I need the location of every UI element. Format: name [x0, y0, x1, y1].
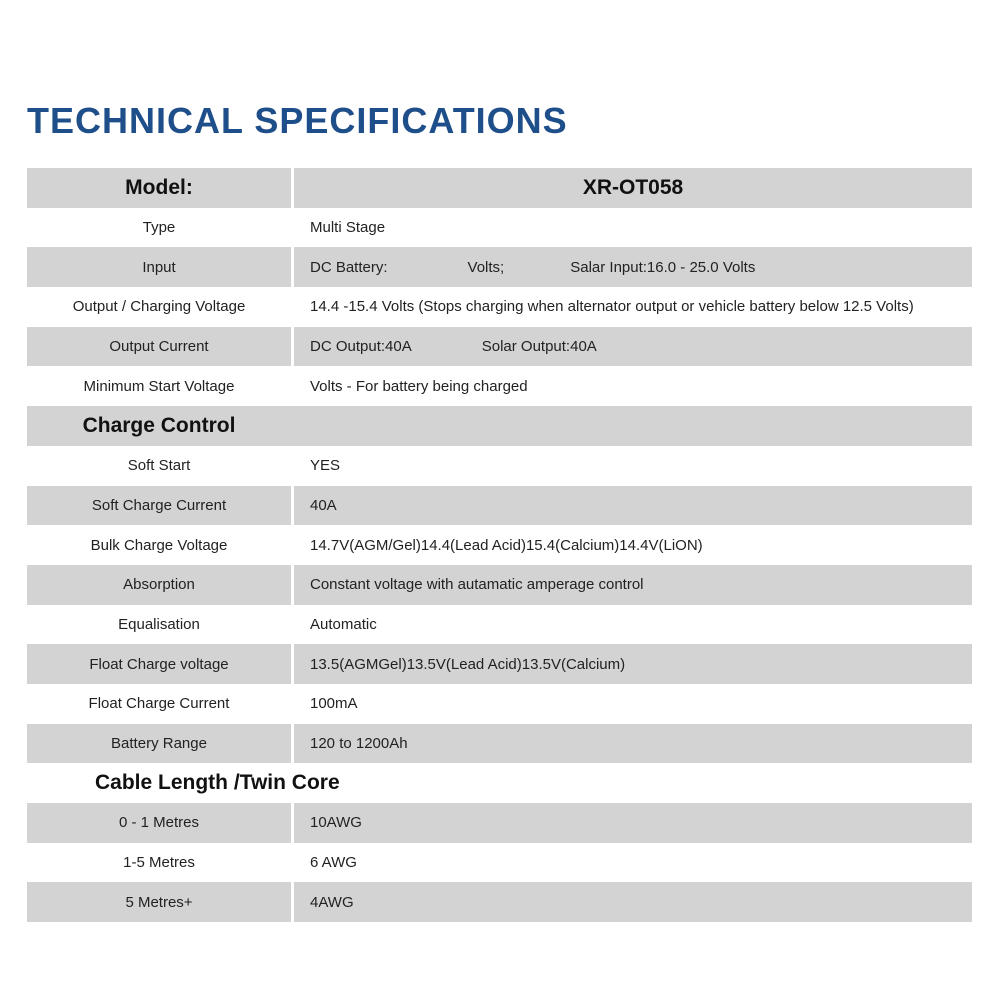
spec-value: Constant voltage with autamatic amperage control [294, 565, 972, 605]
spec-row-float-charge-voltage [27, 644, 972, 684]
spec-label: Float Charge Current [88, 695, 230, 713]
model-label: Model: [27, 168, 291, 208]
spec-label: 0 - 1 Metres [27, 803, 291, 843]
spec-value: 14.7V(AGM/Gel)14.4(Lead Acid)15.4(Calcium)14.4V(LiON) [310, 536, 703, 554]
spec-row-output-voltage [27, 287, 972, 327]
spec-label: Equalisation [118, 615, 200, 633]
spec-label: Soft Charge Current [27, 486, 291, 526]
spec-value: 14.4 -15.4 Volts (Stops charging when alternator output or vehicle battery below 12.5 Volts) [310, 298, 914, 316]
spec-label: 5 Metres+ [27, 882, 291, 922]
spec-value: 100mA [310, 695, 358, 713]
spec-label: 1-5 Metres [123, 854, 195, 872]
section-heading: Cable Length /Twin Core [95, 771, 340, 795]
spec-row-soft-charge-current [27, 486, 972, 526]
spec-row-min-start-voltage [27, 366, 972, 406]
spec-row-soft-start [27, 446, 972, 486]
spec-row-input [27, 247, 972, 287]
spec-value: Multi Stage [310, 219, 386, 237]
spec-label: Bulk Charge Voltage [90, 536, 228, 554]
spec-value: YES [310, 457, 341, 475]
output-solar: Solar Output:40A [481, 338, 597, 356]
spec-label: Type [142, 219, 176, 237]
spec-label: Input [27, 247, 291, 287]
spec-row-bulk-charge-voltage [27, 525, 972, 565]
spec-value: 40A [294, 486, 972, 526]
input-solar: Salar Input:16.0 - 25.0 Volts [570, 258, 756, 276]
model-value: XR-OT058 [294, 168, 972, 208]
spec-label: Output / Charging Voltage [72, 298, 246, 316]
spec-value: Automatic [310, 615, 377, 633]
spec-row-battery-range [27, 724, 972, 764]
spec-row-type [27, 208, 972, 248]
spec-table [27, 168, 972, 922]
spec-row-equalisation [27, 605, 972, 645]
spec-value: 4AWG [294, 882, 972, 922]
spec-value: 10AWG [294, 803, 972, 843]
section-heading: Charge Control [82, 413, 236, 437]
spec-value: Volts - For battery being charged [310, 377, 528, 395]
output-dc: DC Output:40A [310, 338, 412, 356]
spec-label: Battery Range [27, 724, 291, 764]
spec-row-output-current [27, 327, 972, 367]
model-header-row [27, 168, 972, 208]
section-cable-length [27, 763, 972, 803]
spec-row-float-charge-current [27, 684, 972, 724]
spec-label: Output Current [27, 327, 291, 367]
spec-row-cable-5-plus [27, 882, 972, 922]
spec-value: 120 to 1200Ah [294, 724, 972, 764]
spec-value [294, 247, 972, 287]
spec-label: Soft Start [127, 457, 191, 475]
spec-value: 6 AWG [310, 854, 357, 872]
spec-row-cable-1-5 [27, 843, 972, 883]
spec-row-cable-0-1 [27, 803, 972, 843]
spec-value [294, 327, 972, 367]
input-dc-battery: DC Battery: [310, 258, 388, 276]
spec-label: Absorption [27, 565, 291, 605]
section-charge-control [27, 406, 972, 446]
spec-label: Minimum Start Voltage [83, 377, 235, 395]
spec-row-absorption [27, 565, 972, 605]
spec-value: 13.5(AGMGel)13.5V(Lead Acid)13.5V(Calcium) [294, 644, 972, 684]
page-title: TECHNICAL SPECIFICATIONS [27, 100, 568, 141]
spec-label: Float Charge voltage [27, 644, 291, 684]
input-volts: Volts; [467, 258, 505, 276]
